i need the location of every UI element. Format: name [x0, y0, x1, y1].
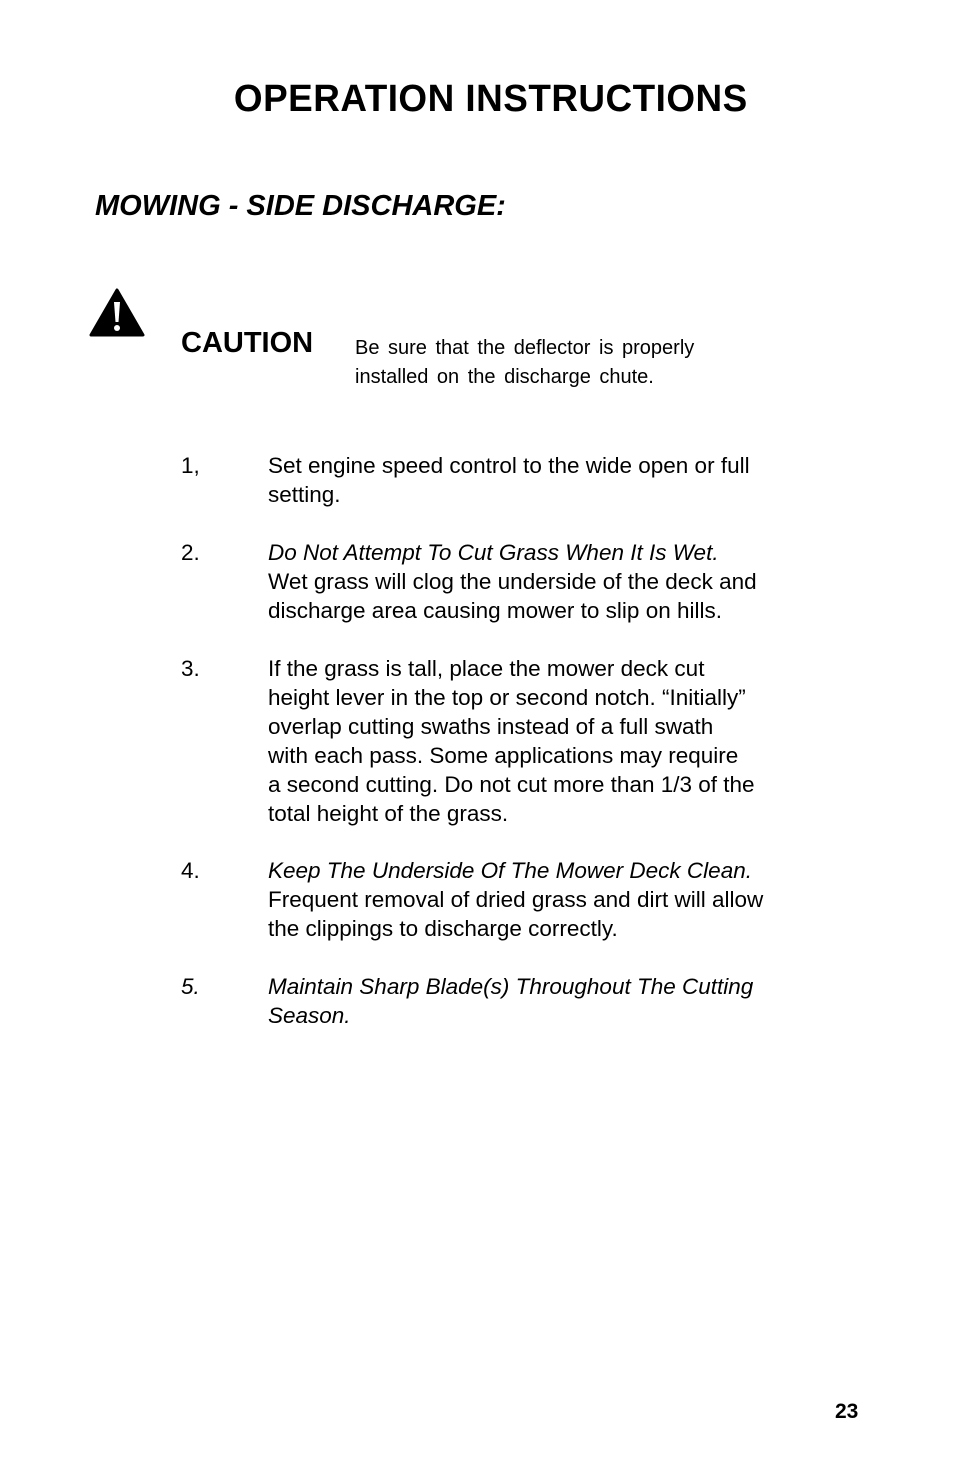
step-emphasis: Keep The Underside Of The Mower Deck Clean. — [268, 858, 752, 883]
step-line: discharge area causing mower to slip on hills. — [268, 598, 722, 623]
caution-label: CAUTION — [181, 327, 314, 359]
warning-triangle-icon — [89, 288, 145, 338]
step-emphasis: Do Not Attempt To Cut Grass When It Is Wet. — [268, 540, 719, 565]
caution-line: installed on the discharge chute. — [355, 366, 654, 388]
section-heading: MOWING - SIDE DISCHARGE: — [95, 190, 506, 222]
step-line: setting. — [268, 482, 341, 507]
caution-message — [355, 334, 805, 392]
step-text — [268, 972, 878, 1030]
step-emphasis: Maintain Sharp Blade(s) Throughout The Cutting — [268, 974, 754, 999]
caution-line: Be sure that the deflector is properly — [355, 337, 695, 359]
step-number: 3. — [181, 656, 200, 681]
step-line: Wet grass will clog the underside of the deck and — [268, 569, 757, 594]
step-line: height lever in the top or second notch. “Initially” — [268, 685, 746, 710]
page-title: OPERATION INSTRUCTIONS — [233, 78, 748, 120]
step-line: Frequent removal of dried grass and dirt will allow — [268, 887, 764, 912]
step-line: total height of the grass. — [268, 801, 509, 826]
step-text — [268, 538, 878, 625]
step-number: 4. — [181, 858, 200, 883]
step-line: If the grass is tall, place the mower deck cut — [268, 656, 705, 681]
step-line: a second cutting. Do not cut more than 1/3 of the — [268, 772, 755, 797]
step-number: 2. — [181, 540, 200, 565]
step-line: Set engine speed control to the wide open or full — [268, 453, 750, 478]
step-text — [268, 654, 878, 828]
step-number: 1, — [181, 453, 200, 478]
step-emphasis: Season. — [268, 1003, 351, 1028]
step-text — [268, 856, 878, 943]
step-number: 5. — [181, 974, 200, 999]
step-line: the clippings to discharge correctly. — [268, 916, 618, 941]
step-line: overlap cutting swaths instead of a full swath — [268, 714, 714, 739]
step-text — [268, 451, 878, 509]
page-number: 23 — [835, 1400, 859, 1423]
step-line: with each pass. Some applications may require — [268, 743, 739, 768]
